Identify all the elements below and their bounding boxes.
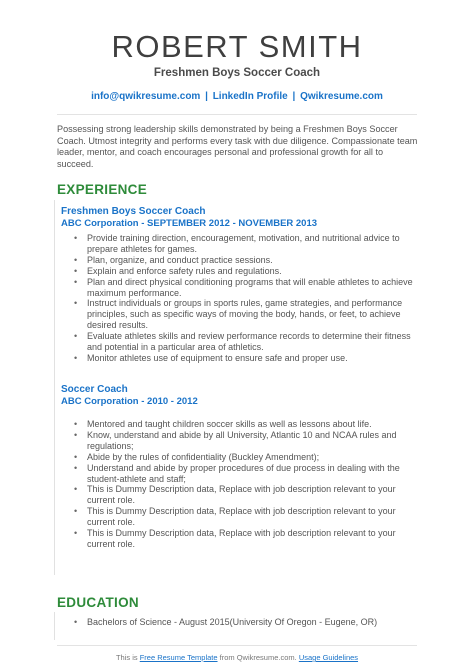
list-item: • This is Dummy Description data, Replace with job description relevant to your current role. (87, 506, 417, 528)
job-company-dates (61, 396, 421, 408)
job-company: ABC Corporation (61, 218, 139, 229)
contact-separator: | (205, 91, 208, 102)
experience-timeline-line (54, 200, 55, 575)
job-dates: SEPTEMBER 2012 - NOVEMBER 2013 (147, 218, 318, 229)
free-resume-template-link[interactable]: Free Resume Template (139, 653, 218, 662)
contact-separator: | (292, 91, 296, 102)
list-item: • Monitor athletes use of equipment to ensure safe and proper use. (87, 353, 417, 364)
linkedin-link[interactable]: LinkedIn Profile (212, 91, 288, 102)
list-item: • Understand and abide by proper procedures of due process in dealing with the student-athlete and staff; (87, 463, 417, 485)
professional-summary: Possessing strong leadership skills demonstrated by being a Freshmen Boys Soccer Coach. Utmost integrity and performs every task with due diligence. Compassionate team leader, mentor, and coach encourages personal and professional growth for all to succeed. (57, 124, 418, 169)
job-title: Freshmen Boys Soccer Coach (61, 206, 206, 217)
job-dash: - (138, 218, 148, 229)
list-item: • Mentored and taught children soccer skills as well as lessons about life. (87, 419, 417, 430)
education-heading: EDUCATION (57, 595, 139, 610)
education-list (61, 617, 421, 628)
education-timeline-line (54, 612, 55, 640)
list-item: • Evaluate athletes skills and review performance records to determine their fitness and potential in a particular area of athletics. (87, 331, 417, 353)
job-title: Soccer Coach (61, 384, 128, 395)
job-company-dates (61, 218, 421, 230)
usage-guidelines-link[interactable]: Usage Guidelines (298, 653, 359, 662)
job-entry (61, 206, 421, 364)
job-dash: - (138, 396, 148, 407)
email-link[interactable]: info@qwikresume.com (91, 91, 201, 102)
job-duties-list (61, 419, 421, 550)
list-item: • This is Dummy Description data, Replace with job description relevant to your current role. (87, 484, 417, 506)
list-item: • Instruct individuals or groups in sports rules, game strategies, and performance principles, such as specific ways of moving the body, hands, or feet, to achieve desired results. (87, 298, 417, 331)
list-item: • Provide training direction, encouragement, motivation, and nutritional advice to prepare athletes for games. (87, 233, 417, 255)
list-item: • Know, understand and abide by all University, Atlantic 10 and NCAA rules and regulations; (87, 430, 417, 452)
list-item: • Abide by the rules of confidentiality (Buckley Amendment); (87, 452, 417, 463)
website-link[interactable]: Qwikresume.com (300, 91, 383, 102)
job-company: ABC Corporation (61, 396, 139, 407)
experience-heading: EXPERIENCE (57, 182, 148, 197)
header-divider (57, 114, 417, 115)
candidate-name: ROBERT SMITH (111, 29, 363, 64)
candidate-title: Freshmen Boys Soccer Coach (153, 67, 321, 79)
job-duties-list (61, 233, 421, 364)
list-item: • Bachelors of Science - August 2015(University Of Oregon - Eugene, OR) (87, 617, 417, 628)
job-entry (61, 384, 421, 550)
footer-middle: from Qwikresume.com. (219, 653, 297, 662)
job-dates: 2010 - 2012 (147, 396, 198, 407)
list-item: • Plan, organize, and conduct practice sessions. (87, 255, 417, 266)
list-item: • This is Dummy Description data, Replace with job description relevant to your current role. (87, 528, 417, 550)
footer-prefix: This is (115, 653, 138, 662)
education-entry (61, 614, 421, 628)
list-item: • Plan and direct physical conditioning programs that will enable athletes to achieve maximum performance. (87, 277, 417, 299)
footer-note (0, 653, 474, 662)
footer-divider (57, 645, 417, 646)
list-item: • Explain and enforce safety rules and regulations. (87, 266, 417, 277)
contact-line (0, 91, 474, 102)
